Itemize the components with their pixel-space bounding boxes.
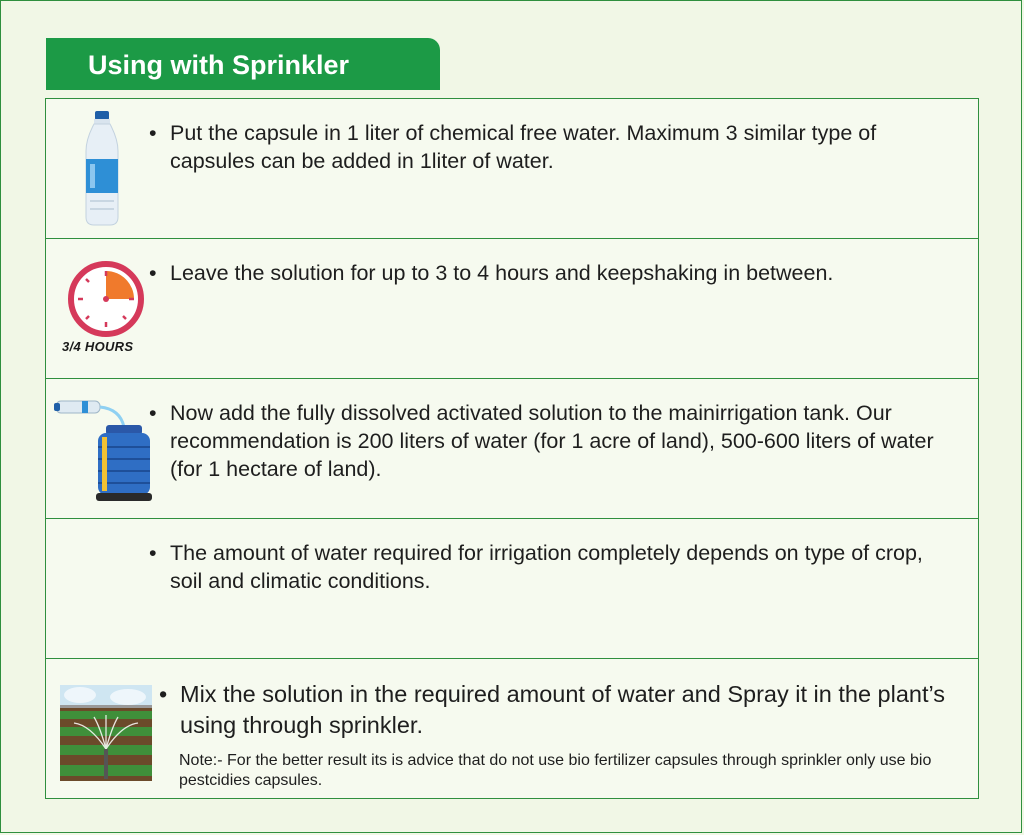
sprinkler-field-icon <box>60 685 152 781</box>
step-1-text-block <box>149 119 959 175</box>
step-4-text-block <box>149 539 939 595</box>
step-5-text-block <box>159 679 949 741</box>
bullet: • <box>149 401 157 425</box>
timer-clock-icon <box>66 259 146 339</box>
step-row-2 <box>46 239 978 379</box>
bullet: • <box>149 121 157 145</box>
step-row-4 <box>46 519 978 659</box>
step-row-5 <box>46 659 978 798</box>
bullet: • <box>159 681 168 707</box>
step-2-text: Leave the solution for up to 3 to 4 hours and keepshaking in between. <box>170 261 834 285</box>
step-4-text: The amount of water required for irrigation completely depends on type of crop, soil and climatic conditions. <box>170 541 923 593</box>
step-row-3 <box>46 379 978 519</box>
section-title: Using with Sprinkler <box>46 38 440 90</box>
timer-label: 3/4 HOURS <box>62 339 134 354</box>
bullet: • <box>149 261 157 285</box>
step-row-1 <box>46 99 978 239</box>
note-text: Note:- For the better result its is advice that do not use bio fertilizer capsules through sprinkler only use bio pestcidies capsules. <box>179 752 932 789</box>
step-3-text: Now add the fully dissolved activated solution to the mainirrigation tank. Our recommendation is 200 liters of water (for 1 acre of land), 500-600 liters of water (for 1 hectare of land). <box>170 401 934 481</box>
bullet: • <box>149 541 157 565</box>
steps-table <box>45 98 979 799</box>
step-2-text-block <box>149 259 959 287</box>
step-3-text-block <box>149 399 969 483</box>
step-1-text: Put the capsule in 1 liter of chemical free water. Maximum 3 similar type of capsules can be added in 1liter of water. <box>170 121 877 173</box>
irrigation-tank-icon <box>54 397 154 505</box>
water-bottle-icon <box>80 109 124 229</box>
step-5-text: Mix the solution in the required amount of water and Spray it in the plant’s using through sprinkler. <box>180 681 946 738</box>
